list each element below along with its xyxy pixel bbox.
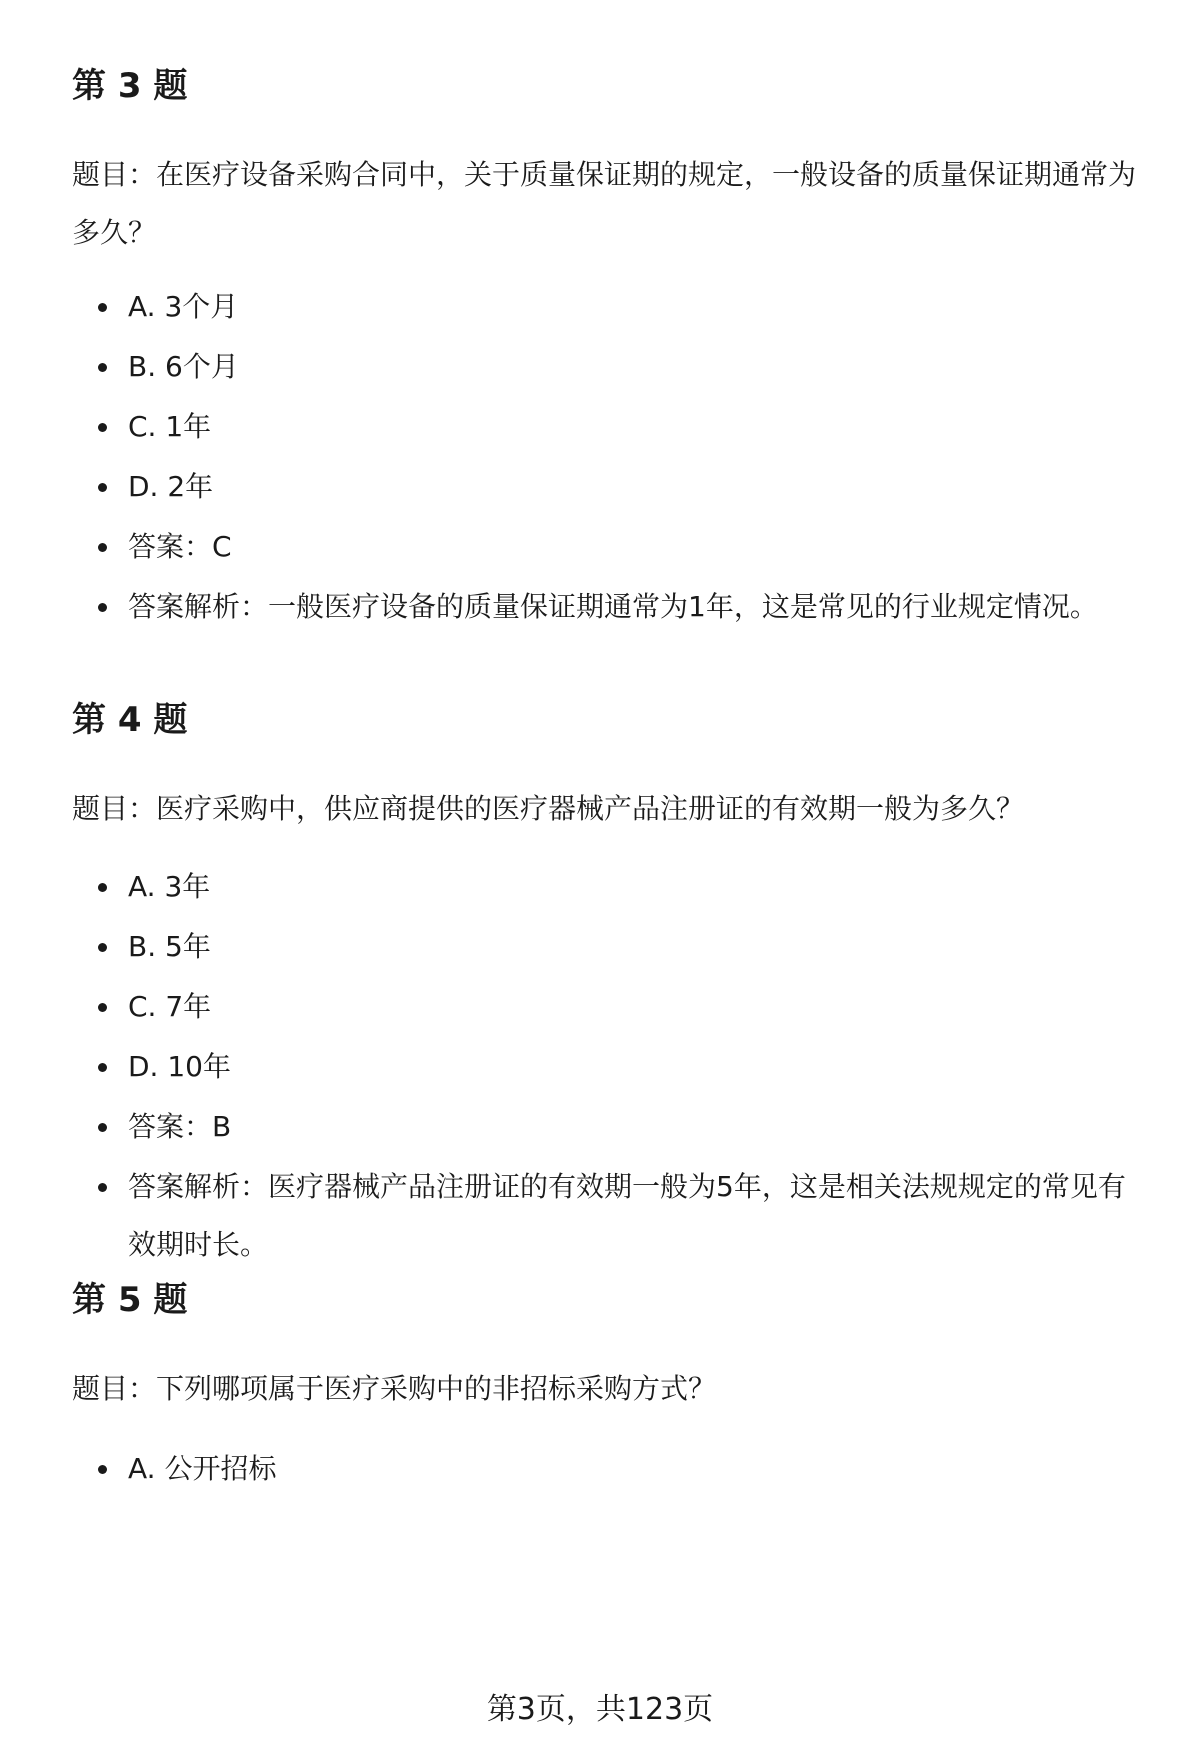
option-d: [72, 458, 1112, 516]
bullet-icon: [98, 1123, 107, 1132]
bullet-icon: [98, 943, 107, 952]
bullet-icon: [98, 1465, 107, 1474]
option-text: A. 3个月: [128, 290, 239, 323]
answer-line: [72, 1098, 1132, 1156]
option-text: D. 10年: [128, 1050, 231, 1083]
option-a: [72, 858, 1132, 916]
option-list: [72, 1440, 1112, 1500]
option-text: C. 7年: [128, 990, 212, 1023]
analysis-text: 答案解析：一般医疗设备的质量保证期通常为1年，这是常见的行业规定情况。: [128, 590, 1098, 623]
answer-text: 答案：C: [128, 530, 232, 563]
analysis-text: 答案解析：医疗器械产品注册证的有效期一般为5年，这是相关法规规定的常见有效期时长。: [128, 1170, 1126, 1261]
answer-text: 答案：B: [128, 1110, 232, 1143]
option-a: [72, 278, 1112, 336]
bullet-icon: [98, 543, 107, 552]
bullet-icon: [98, 1063, 107, 1072]
option-list: [72, 858, 1132, 1276]
option-text: D. 2年: [128, 470, 214, 503]
bullet-icon: [98, 1183, 107, 1192]
bullet-icon: [98, 1003, 107, 1012]
option-c: [72, 978, 1132, 1036]
question-stem: 题目：医疗采购中，供应商提供的医疗器械产品注册证的有效期一般为多久？: [72, 792, 1025, 825]
option-d: [72, 1038, 1132, 1096]
option-b: [72, 918, 1132, 976]
bullet-icon: [98, 303, 107, 312]
analysis-line: [72, 1158, 1132, 1274]
bullet-icon: [98, 883, 107, 892]
analysis-line: [72, 578, 1112, 636]
question-stem: 题目：下列哪项属于医疗采购中的非招标采购方式？: [72, 1372, 717, 1405]
bullet-icon: [98, 363, 107, 372]
option-text: B. 6个月: [128, 350, 239, 383]
question-title: 第 5 题: [72, 1280, 188, 1320]
option-text: B. 5年: [128, 930, 211, 963]
bullet-icon: [98, 603, 107, 612]
option-a: [72, 1440, 1112, 1498]
question-stem: 题目：在医疗设备采购合同中，关于质量保证期的规定，一般设备的质量保证期通常为多久？: [72, 158, 1137, 249]
option-text: A. 公开招标: [128, 1452, 277, 1485]
bullet-icon: [98, 423, 107, 432]
option-text: C. 1年: [128, 410, 212, 443]
option-c: [72, 398, 1112, 456]
question-title: 第 4 题: [72, 700, 188, 740]
page-footer: 第3页，共123页: [486, 1692, 714, 1727]
option-b: [72, 338, 1112, 396]
question-title: 第 3 题: [72, 66, 188, 106]
bullet-icon: [98, 483, 107, 492]
option-text: A. 3年: [128, 870, 211, 903]
option-list: [72, 278, 1112, 638]
answer-line: [72, 518, 1112, 576]
